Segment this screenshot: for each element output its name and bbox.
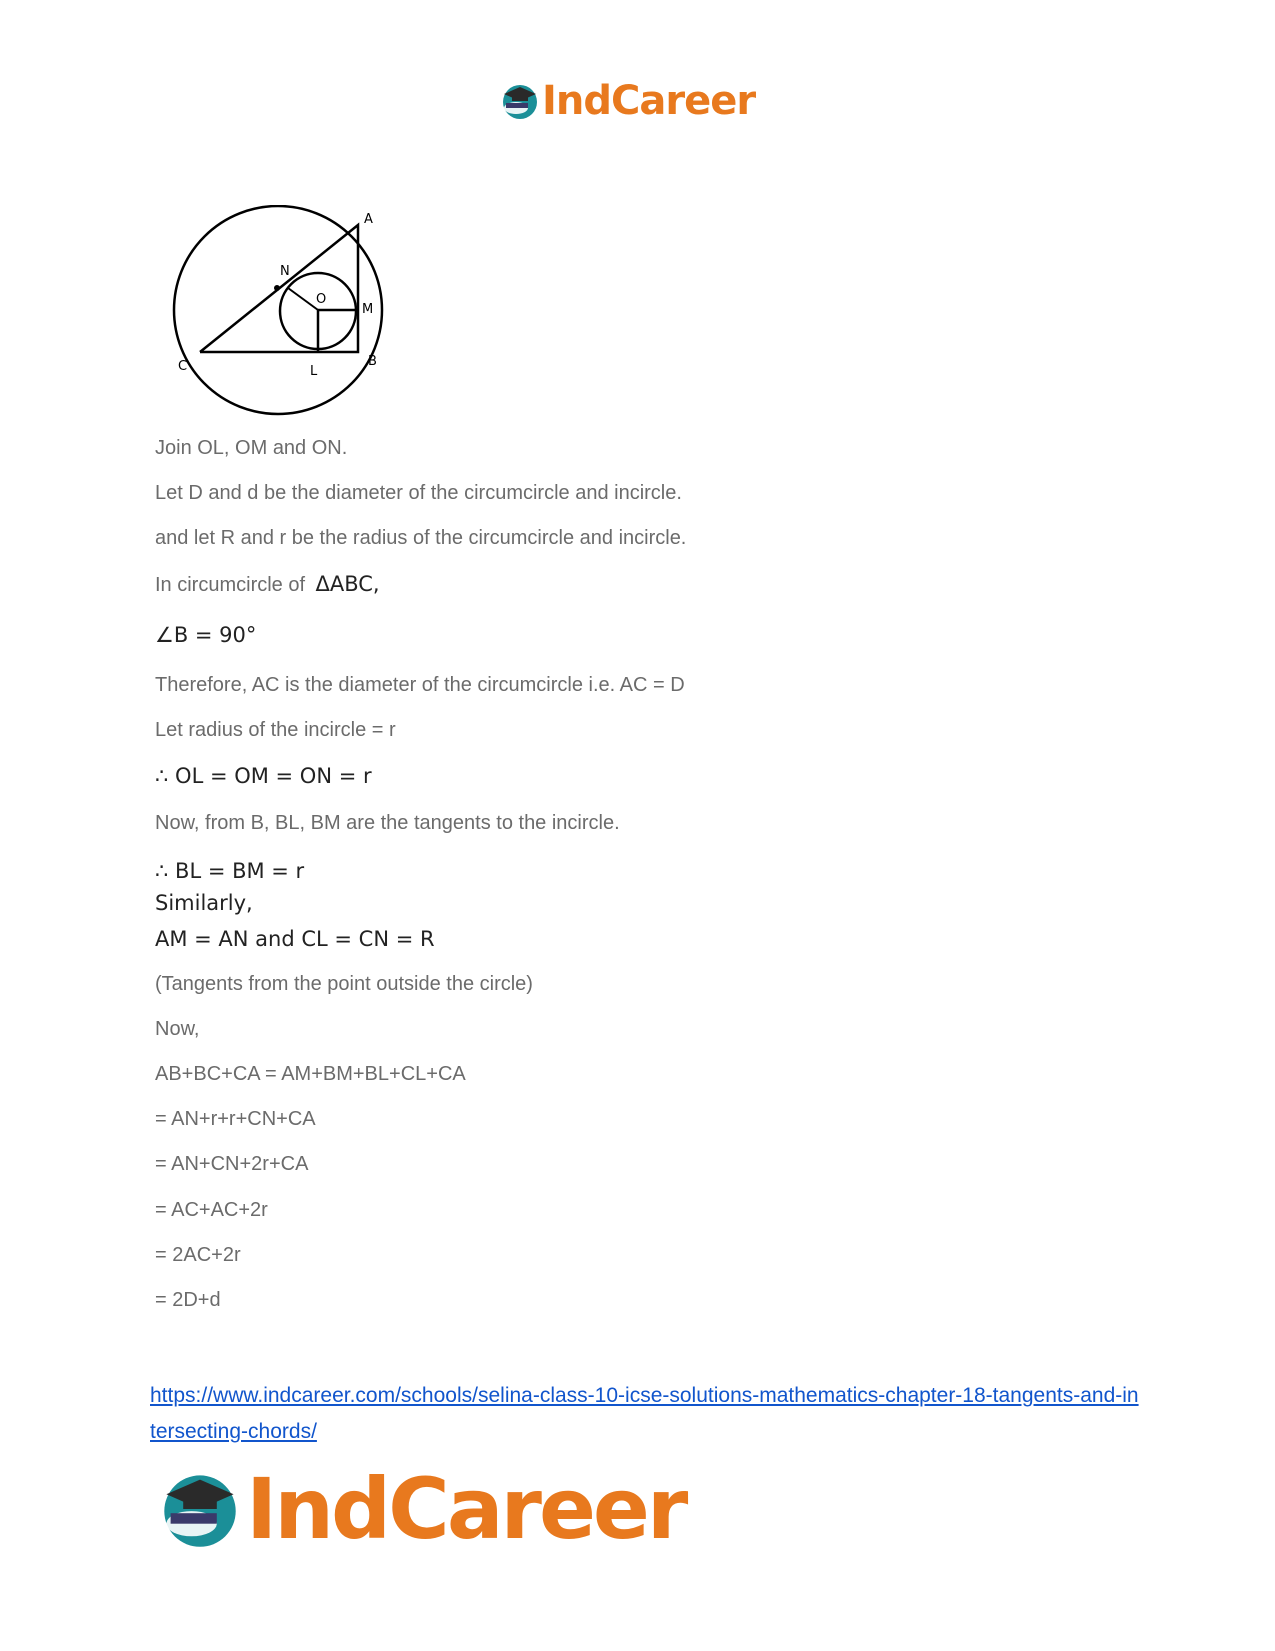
text-line: Therefore, AC is the diameter of the circumcircle i.e. AC = D [155, 674, 685, 696]
label-m: M [362, 302, 374, 317]
triangle-abc: ΔABC, [315, 572, 380, 596]
text-line: = AN+r+r+CN+CA [155, 1108, 316, 1130]
text-line: (Tangents from the point outside the circle) [155, 973, 533, 995]
graduation-cap-icon [158, 1467, 242, 1551]
label-o: O [316, 292, 327, 307]
text-line: Let D and d be the diameter of the circumcircle and incircle. [155, 482, 682, 504]
text-line: Join OL, OM and ON. [155, 437, 348, 459]
geometry-figure [170, 205, 420, 425]
text-line: = AN+CN+2r+CA [155, 1153, 309, 1175]
math-line: AM = AN and CL = CN = R [155, 927, 435, 951]
math-line: ∴ OL = OM = ON = r [155, 764, 372, 788]
text-line: = 2D+d [155, 1289, 221, 1311]
math-line: ∠B = 90° [155, 623, 257, 647]
text-line: = 2AC+2r [155, 1244, 241, 1266]
brand-name: IndCareer [542, 78, 756, 124]
text-line: Let radius of the incircle = r [155, 719, 396, 741]
math-line: Similarly, [155, 891, 253, 915]
label-b: B [368, 354, 377, 369]
brand-logo-top [500, 78, 755, 124]
source-link[interactable]: https://www.indcareer.com/schools/selina-class-10-icse-solutions-mathematics-chapter-18-tangents-and-intersecting-chords/ [150, 1384, 1139, 1443]
label-n: N [280, 264, 290, 279]
label-l: L [310, 364, 318, 379]
text-line: AB+BC+CA = AM+BM+BL+CL+CA [155, 1063, 466, 1085]
graduation-cap-icon [500, 81, 540, 121]
math-line: ∴ BL = BM = r [155, 859, 305, 883]
text-line: = AC+AC+2r [155, 1199, 268, 1221]
text-line: and let R and r be the radius of the circumcircle and incircle. [155, 527, 687, 549]
text-line [155, 572, 380, 597]
text-line: Now, from B, BL, BM are the tangents to the incircle. [155, 812, 620, 834]
brand-logo-bottom [158, 1460, 685, 1558]
brand-name: IndCareer [246, 1460, 686, 1558]
label-a: A [364, 212, 373, 227]
label-c: C [178, 359, 188, 374]
text-line: Now, [155, 1018, 200, 1040]
text-line-prose: In circumcircle of [155, 574, 306, 596]
